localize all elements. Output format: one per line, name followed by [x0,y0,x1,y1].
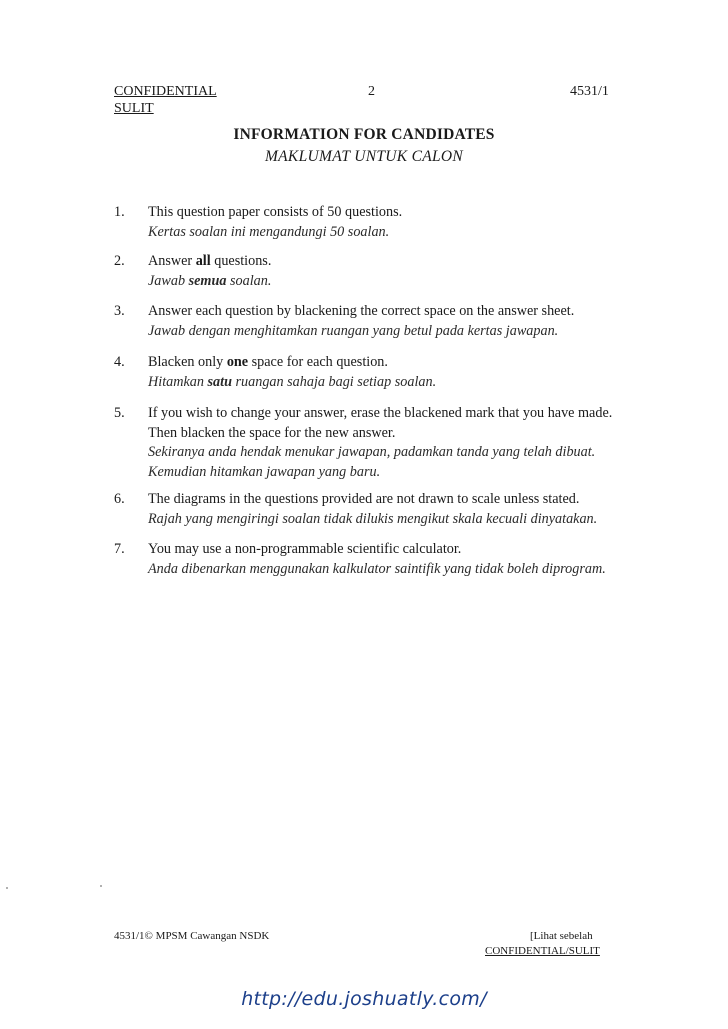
item-malay-line-1: Sekiranya anda hendak menukar jawapan, padamkan tanda yang telah dibuat. [148,444,596,460]
header-sulit: SULIT [114,101,154,116]
page-number: 2 [368,84,375,99]
item-english-line-2: Then blacken the space for the new answer. [148,424,396,441]
title-english: INFORMATION FOR CANDIDATES [233,126,495,143]
item-number: 4. [114,354,125,370]
footer-turn-page: [Lihat sebelah [530,930,593,942]
item-english: Answer each question by blackening the correct space on the answer sheet. [148,303,575,319]
item-number: 5. [114,405,125,421]
item-english: You may use a non-programmable scientific calculator. [148,541,462,557]
title-malay: MAKLUMAT UNTUK CALON [264,148,464,165]
item-number: 3. [114,303,125,319]
item-english: This question paper consists of 50 questions. [148,204,403,220]
item-english-line-1: If you wish to change your answer, erase the blackened mark that you have made. [148,405,613,421]
item-malay-line-2: Kemudian hitamkan jawapan yang baru. [148,463,381,480]
item-number: 6. [114,491,125,507]
item-malay: Anda dibenarkan menggunakan kalkulator saintifik yang tidak boleh diprogram. [148,560,606,577]
item-malay: Jawab dengan menghitamkan ruangan yang betul pada kertas jawapan. [148,322,559,339]
item-malay: Kertas soalan ini mengandungi 50 soalan. [148,223,390,240]
item-malay: Hitamkan satu ruangan sahaja bagi setiap soalan. [148,373,437,390]
paper-code: 4531/1 [570,84,609,99]
header-confidential: CONFIDENTIAL [114,84,217,99]
item-malay: Jawab semua soalan. [148,272,272,289]
item-english: Blacken only one space for each question. [148,354,388,370]
footer-classification: CONFIDENTIAL/SULIT [485,945,600,957]
scan-speck [6,887,8,889]
watermark-url: http://edu.joshuatly.com/ [241,988,487,1010]
item-number: 7. [114,541,125,557]
item-english: Answer all questions. [148,253,272,269]
item-malay: Rajah yang mengiringi soalan tidak dilukis mengikut skala kecuali dinyatakan. [148,510,598,527]
item-number: 2. [114,253,125,269]
scan-speck [100,885,102,887]
item-number: 1. [114,204,125,220]
item-english: The diagrams in the questions provided are not drawn to scale unless stated. [148,491,580,507]
footer-copyright: 4531/1© MPSM Cawangan NSDK [114,930,270,942]
